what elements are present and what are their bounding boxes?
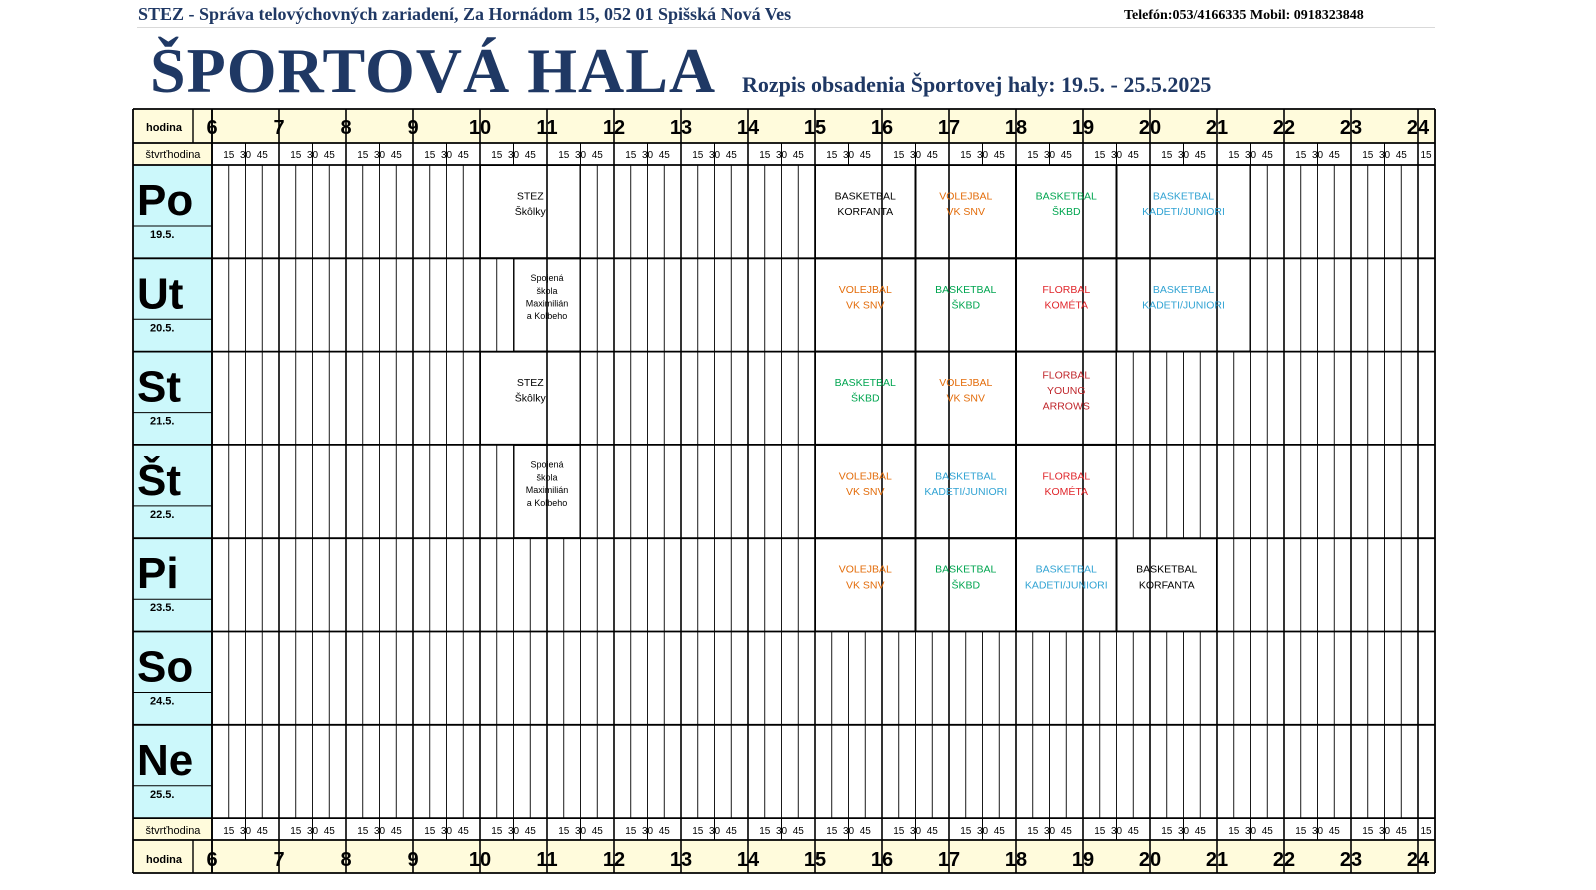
quarter-label: 45	[1127, 826, 1139, 837]
quarter-label: 30	[909, 150, 922, 161]
quarter-label: 15	[625, 150, 637, 161]
hour-label: 13	[669, 117, 693, 139]
quarter-label: 15	[1094, 150, 1106, 161]
hour-label: 7	[273, 117, 285, 139]
quarter-label: 30	[1244, 826, 1257, 837]
quarter-label: 15	[960, 150, 972, 161]
day-name: St	[137, 362, 181, 412]
event-label: Maximilián	[525, 485, 569, 496]
event-label: KADETI/JUNIORI	[924, 486, 1008, 499]
contact-info: Telefón:053/4166335 Mobil: 0918323848	[1124, 8, 1364, 23]
hour-label: 17	[937, 117, 961, 139]
event-label: BASKETBAL	[1035, 563, 1097, 576]
quarter-label: 45	[859, 150, 871, 161]
event-label: VOLEJBAL	[838, 470, 892, 483]
quarter-label: 30	[239, 150, 252, 161]
quarter-label: 30	[1378, 150, 1391, 161]
quarter-label: 15	[1027, 826, 1039, 837]
hour-label: 19	[1071, 849, 1095, 871]
quarter-label: 45	[1261, 150, 1273, 161]
quarter-label: 15	[558, 826, 570, 837]
event-label: Spojená	[530, 459, 564, 470]
quarter-label: 15	[893, 826, 905, 837]
quarter-label: 30	[306, 826, 319, 837]
day-date: 23.5.	[150, 602, 175, 615]
quarter-label: 30	[708, 826, 721, 837]
quarter-label: 30	[1244, 150, 1257, 161]
day-name: Po	[137, 176, 194, 225]
hour-label: 16	[870, 849, 894, 871]
quarter-label: 45	[256, 150, 268, 161]
event-label: VK SNV	[946, 392, 986, 405]
day-date: 24.5.	[150, 695, 175, 708]
quarter-label: 45	[457, 826, 469, 837]
quarter-label: 15	[1362, 150, 1374, 161]
quarter-label: 45	[390, 826, 402, 837]
quarter-label: 15	[1295, 826, 1307, 837]
hour-label: 9	[407, 849, 419, 871]
day-date: 20.5.	[150, 322, 175, 335]
quarter-label: 30	[842, 826, 855, 837]
event-label: BASKETBAL	[834, 190, 896, 203]
quarter-label: 45	[1060, 826, 1072, 837]
event-label: BASKETBAL	[1152, 283, 1215, 296]
quarter-label: 30	[239, 826, 252, 837]
quarter-label: 15	[1161, 150, 1173, 161]
quarter-label: 45	[591, 826, 603, 837]
quarter-label: 30	[507, 150, 520, 161]
hour-label: 12	[602, 117, 626, 139]
event-label: KOMÉTA	[1044, 486, 1089, 499]
event-label: STEZ	[516, 190, 544, 203]
event-label: BASKETBAL	[834, 377, 896, 390]
quarter-label: 15	[491, 150, 503, 161]
day-date: 19.5.	[150, 229, 175, 241]
event-label: FLORBAL	[1042, 369, 1091, 382]
event-label: VK SNV	[845, 299, 885, 312]
quarter-label: 15	[1094, 826, 1106, 837]
hour-label: 6	[206, 849, 218, 871]
event-label: a Kolbeho	[526, 311, 568, 322]
hour-label: 12	[602, 849, 626, 871]
quarter-label: 30	[306, 150, 319, 161]
hour-label: 11	[536, 849, 558, 871]
event-label: FLORBAL	[1042, 283, 1091, 296]
event-label: KADETI/JUNIORI	[1142, 206, 1225, 219]
hour-label: 23	[1339, 849, 1363, 871]
quarter-label: 30	[1043, 150, 1056, 161]
day-name: Št	[137, 455, 181, 505]
hour-label: 24	[1406, 849, 1430, 871]
event-label: BASKETBAL	[935, 563, 997, 576]
quarter-label: 15	[1420, 150, 1432, 161]
event-label: VK SNV	[946, 206, 986, 219]
quarter-label: 45	[1261, 826, 1273, 837]
quarter-label: 45	[1395, 150, 1407, 161]
hour-label: 20	[1138, 117, 1162, 139]
quarter-label: 45	[993, 826, 1005, 837]
event-label: a Kolbeho	[526, 497, 568, 508]
quarter-label: 45	[926, 826, 938, 837]
hour-label: 18	[1004, 117, 1028, 139]
quarter-label: 45	[725, 826, 737, 837]
quarter-label: 30	[976, 826, 989, 837]
quarter-label: 45	[926, 150, 938, 161]
event-label: KADETI/JUNIORI	[1142, 299, 1225, 312]
quarter-label: 30	[1110, 826, 1123, 837]
quarter-label: 45	[1194, 826, 1206, 837]
quarter-label: 15	[960, 826, 972, 837]
event-label: VK SNV	[845, 486, 885, 499]
quarter-label: 45	[457, 150, 469, 161]
quarter-label: 15	[1420, 826, 1432, 837]
hour-label: 17	[937, 849, 961, 871]
event-label: YOUNG	[1046, 384, 1086, 397]
hour-label: 21	[1205, 849, 1229, 871]
quarter-label: 30	[440, 150, 453, 161]
quarter-label: 30	[1043, 826, 1056, 837]
quarter-label: 45	[390, 150, 402, 161]
quarter-label: 45	[1194, 150, 1206, 161]
event-label: VOLEJBAL	[838, 563, 892, 576]
quarter-label: 15	[223, 150, 235, 161]
day-name: Ut	[137, 269, 184, 319]
event-label: STEZ	[516, 377, 544, 390]
quarter-label: 45	[792, 150, 804, 161]
quarter-label: 45	[524, 826, 536, 837]
event-label: ŠKBD	[850, 392, 880, 405]
day-date: 22.5.	[150, 508, 175, 521]
quarter-label: 30	[1311, 150, 1324, 161]
quarter-label: 45	[1127, 150, 1139, 161]
quarter-label: 45	[1060, 150, 1072, 161]
hour-label: 15	[803, 849, 827, 871]
quarter-label: 30	[373, 150, 386, 161]
event-label: KORFANTA	[837, 206, 894, 219]
event-label: škola	[536, 472, 558, 483]
hour-label: 8	[340, 849, 352, 871]
day-name: So	[137, 642, 194, 692]
event-label: BASKETBAL	[1136, 563, 1198, 576]
event-label: ŠKBD	[951, 299, 981, 312]
quarter-label: 15	[223, 826, 235, 837]
hour-label: 10	[468, 117, 492, 139]
quarter-label: 30	[373, 826, 386, 837]
quarter-label: 30	[708, 150, 721, 161]
quarter-label: 15	[558, 150, 570, 161]
quarter-row-label: štvrťhodina	[145, 825, 201, 837]
quarter-label: 45	[323, 150, 335, 161]
quarter-label: 30	[1378, 826, 1391, 837]
event-label: škola	[536, 285, 558, 296]
hour-row-label: hodina	[145, 854, 183, 866]
event-label: KORFANTA	[1138, 579, 1195, 592]
quarter-label: 30	[1311, 826, 1324, 837]
event-label: BASKETBAL	[1152, 190, 1215, 203]
event-label: VOLEJBAL	[939, 377, 993, 390]
quarter-label: 15	[826, 150, 838, 161]
event-label: KADETI/JUNIORI	[1024, 579, 1108, 592]
hour-label: 10	[468, 849, 492, 871]
hour-label: 7	[273, 849, 285, 871]
hour-label: 18	[1004, 849, 1028, 871]
hour-label: 21	[1205, 117, 1229, 139]
quarter-label: 45	[1328, 826, 1340, 837]
quarter-label: 15	[759, 826, 771, 837]
quarter-label: 30	[1177, 826, 1190, 837]
event-label: ŠKBD	[951, 579, 981, 592]
organization-name: STEZ - Správa telovýchovných zariadení, Za Hornádom 15, 052 01 Spišská Nová Ves	[138, 4, 792, 24]
quarter-label: 30	[574, 826, 587, 837]
hour-label: 22	[1272, 849, 1296, 871]
quarter-label: 45	[1328, 150, 1340, 161]
quarter-label: 30	[641, 826, 654, 837]
hour-label: 16	[870, 117, 894, 139]
quarter-label: 15	[1027, 150, 1039, 161]
event-label: ARROWS	[1042, 400, 1090, 413]
quarter-label: 15	[357, 150, 369, 161]
quarter-label: 45	[792, 826, 804, 837]
quarter-label: 15	[424, 826, 436, 837]
quarter-label: 45	[658, 826, 670, 837]
day-name: Pi	[137, 549, 179, 599]
hour-label: 20	[1138, 849, 1162, 871]
event-label: KOMÉTA	[1044, 299, 1089, 312]
quarter-label: 30	[574, 150, 587, 161]
quarter-label: 30	[976, 150, 989, 161]
hour-label: 24	[1406, 117, 1430, 139]
hour-header-bg	[133, 109, 1435, 143]
event-label: BASKETBAL	[1035, 190, 1097, 203]
hour-label: 9	[407, 117, 419, 139]
event-label: FLORBAL	[1042, 470, 1091, 483]
quarter-label: 45	[323, 826, 335, 837]
quarter-label: 30	[507, 826, 520, 837]
hour-label: 23	[1339, 117, 1363, 139]
quarter-label: 15	[625, 826, 637, 837]
quarter-label: 15	[759, 150, 771, 161]
hour-label: 22	[1272, 117, 1296, 139]
quarter-label: 15	[1161, 826, 1173, 837]
event-label: VOLEJBAL	[838, 283, 892, 296]
event-label: BASKETBAL	[935, 283, 997, 296]
quarter-label: 45	[524, 150, 536, 161]
event-label: Škôlky	[514, 392, 546, 405]
hour-label: 15	[803, 117, 827, 139]
hour-footer-bg	[133, 840, 1435, 873]
event-label: Spojená	[530, 273, 564, 284]
quarter-label: 15	[357, 826, 369, 837]
quarter-label: 30	[1177, 150, 1190, 161]
hour-label: 13	[669, 849, 693, 871]
day-name: Ne	[137, 735, 194, 785]
event-label: BASKETBAL	[935, 470, 997, 483]
quarter-label: 15	[491, 826, 503, 837]
event-label: VOLEJBAL	[939, 190, 993, 203]
quarter-label: 15	[893, 150, 905, 161]
event-label: VK SNV	[845, 579, 885, 592]
event-label: ŠKBD	[1051, 206, 1081, 219]
quarter-row-label: štvrťhodina	[145, 149, 201, 161]
quarter-label: 45	[859, 826, 871, 837]
quarter-label: 15	[1362, 826, 1374, 837]
quarter-label: 45	[658, 150, 670, 161]
quarter-label: 15	[1295, 150, 1307, 161]
quarter-label: 45	[256, 826, 268, 837]
day-date: 21.5.	[150, 415, 175, 428]
quarter-label: 45	[591, 150, 603, 161]
quarter-label: 45	[1395, 826, 1407, 837]
quarter-label: 30	[1110, 150, 1123, 161]
quarter-label: 45	[725, 150, 737, 161]
quarter-label: 15	[290, 826, 302, 837]
hour-label: 8	[340, 117, 352, 139]
hour-row-label: hodina	[145, 122, 183, 134]
hour-label: 14	[736, 117, 760, 139]
schedule-subtitle: Rozpis obsadenia Športovej haly: 19.5. - 25.5.2025	[742, 72, 1212, 97]
quarter-label: 15	[424, 150, 436, 161]
quarter-label: 30	[641, 150, 654, 161]
page-title: ŠPORTOVÁ HALA	[150, 35, 717, 106]
quarter-label: 30	[440, 826, 453, 837]
event-label: Škôlky	[514, 206, 546, 219]
quarter-label: 15	[826, 826, 838, 837]
event-block	[1017, 352, 1117, 444]
quarter-label: 30	[775, 826, 788, 837]
quarter-label: 15	[1228, 826, 1240, 837]
quarter-label: 30	[775, 150, 788, 161]
quarter-label: 15	[692, 826, 704, 837]
quarter-label: 45	[993, 150, 1005, 161]
event-label: Maximilián	[525, 298, 569, 309]
quarter-label: 15	[1228, 150, 1240, 161]
hour-label: 19	[1071, 117, 1095, 139]
day-date: 25.5.	[150, 788, 175, 801]
quarter-label: 30	[909, 826, 922, 837]
quarter-label: 15	[290, 150, 302, 161]
quarter-label: 30	[842, 150, 855, 161]
hour-label: 14	[736, 849, 760, 871]
hour-label: 6	[206, 117, 218, 139]
hour-label: 11	[536, 117, 558, 139]
quarter-label: 15	[692, 150, 704, 161]
